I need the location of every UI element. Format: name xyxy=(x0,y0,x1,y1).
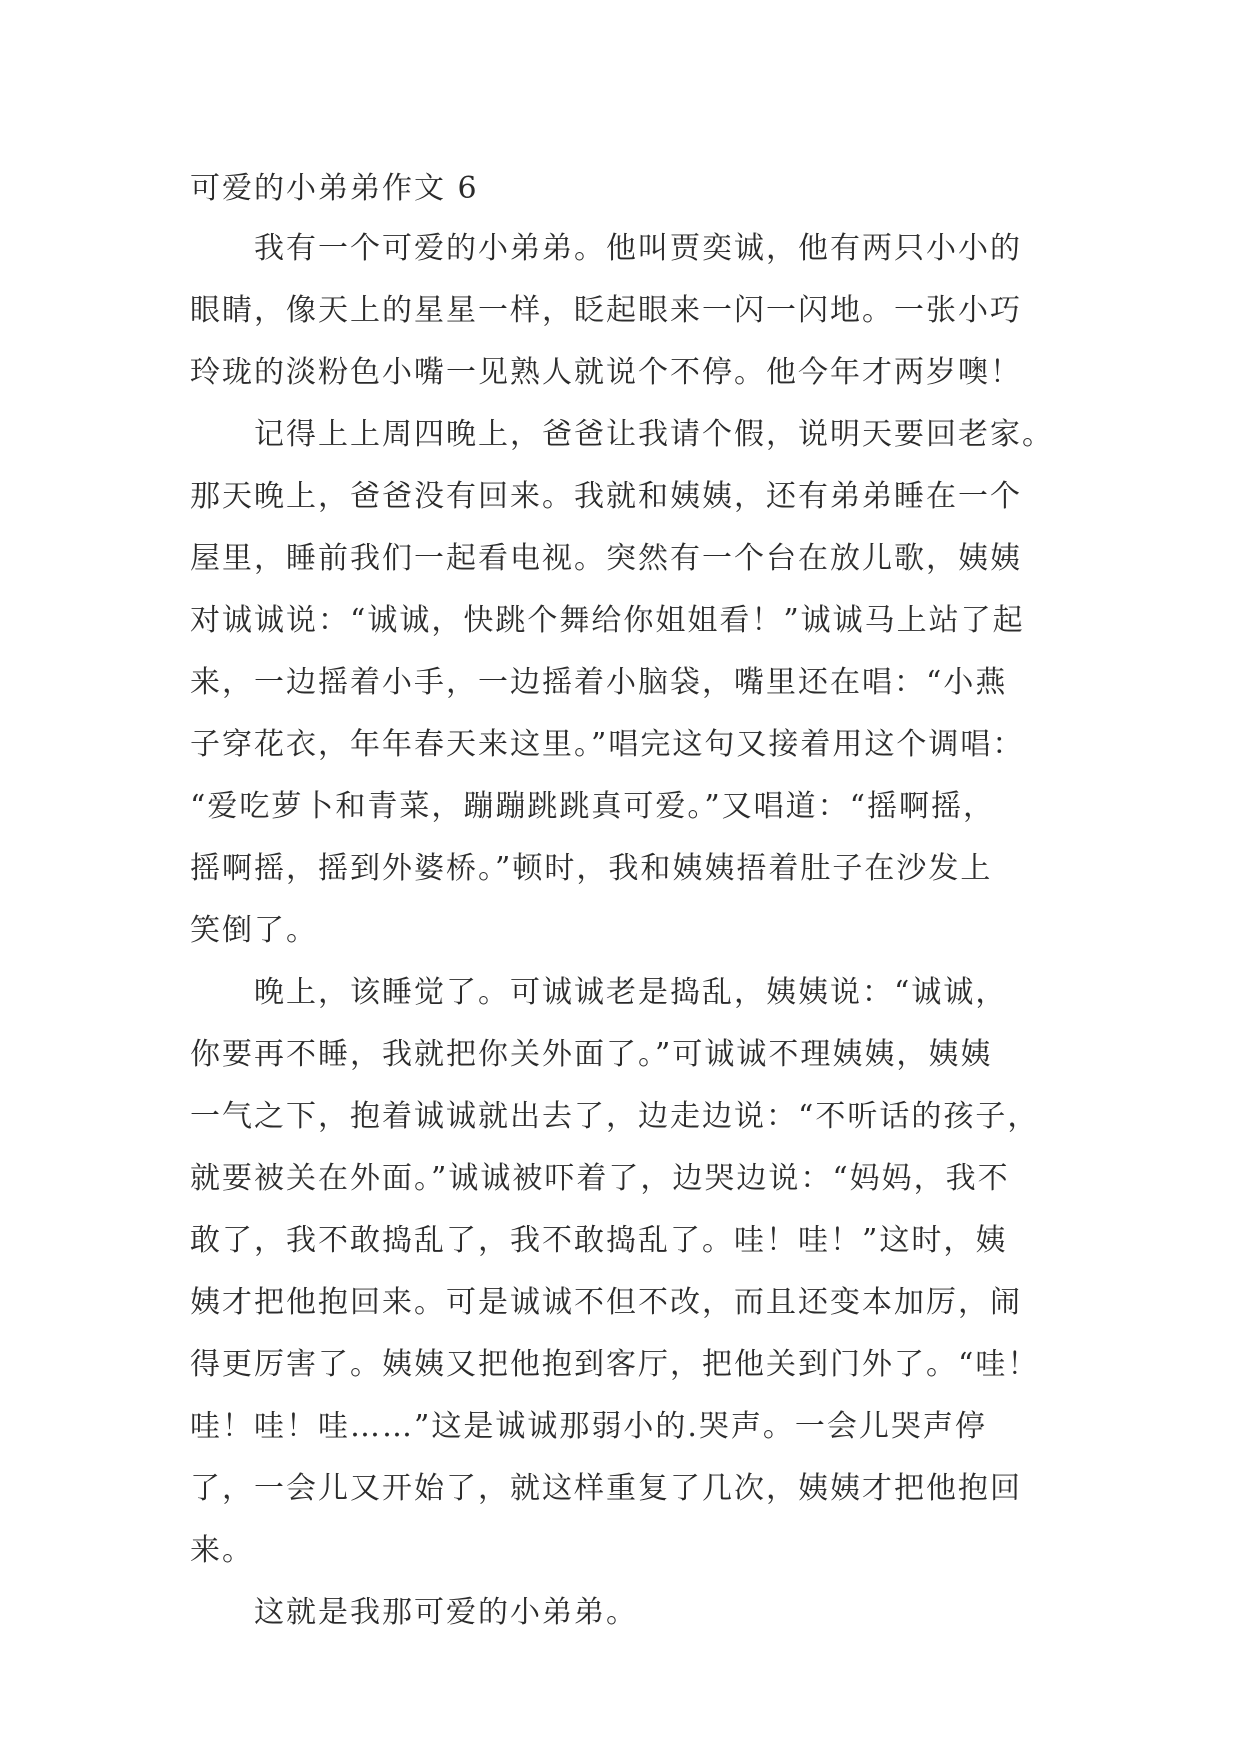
paragraph-1 xyxy=(190,218,1090,404)
paragraph-line: 了，一会儿又开始了，就这样重复了几次，姨姨才把他抱回 xyxy=(190,1471,1022,1506)
paragraph-4 xyxy=(190,1582,1090,1644)
paragraph-line: 姨才把他抱回来。可是诚诚不但不改，而且还变本加厉，闹 xyxy=(190,1285,1022,1320)
paragraph-line: 我有一个可爱的小弟弟。他叫贾奕诚，他有两只小小的 xyxy=(254,231,1022,266)
paragraph-line: 记得上上周四晚上，爸爸让我请个假，说明天要回老家。 xyxy=(254,417,1054,452)
paragraph-line: 这就是我那可爱的小弟弟。 xyxy=(254,1595,638,1630)
paragraph-line: 一气之下，抱着诚诚就出去了，边走边说：“不听话的孩子， xyxy=(190,1099,1040,1134)
paragraph-line: 笑倒了。 xyxy=(190,913,318,948)
paragraph-line: 那天晚上，爸爸没有回来。我就和姨姨，还有弟弟睡在一个 xyxy=(190,479,1022,514)
paragraph-line: 敢了，我不敢捣乱了，我不敢捣乱了。哇！哇！”这时，姨 xyxy=(190,1223,1008,1258)
paragraph-line: 子穿花衣，年年春天来这里。”唱完这句又接着用这个调唱： xyxy=(190,727,1025,762)
essay-body xyxy=(190,160,1090,1644)
essay-title: 可爱的小弟弟作文 6 xyxy=(190,171,479,206)
paragraph-2 xyxy=(190,404,1090,962)
paragraph-line: 对诚诚说：“诚诚，快跳个舞给你姐姐看！”诚诚马上站了起 xyxy=(190,603,1025,638)
paragraph-line: 玲珑的淡粉色小嘴一见熟人就说个不停。他今年才两岁噢！ xyxy=(190,355,1022,390)
paragraph-line: 晚上，该睡觉了。可诚诚老是捣乱，姨姨说：“诚诚， xyxy=(254,975,1008,1010)
paragraph-line: 就要被关在外面。”诚诚被吓着了，边哭边说：“妈妈，我不 xyxy=(190,1161,1010,1196)
paragraph-line: 来，一边摇着小手，一边摇着小脑袋，嘴里还在唱：“小燕 xyxy=(190,665,1008,700)
paragraph-line: 来。 xyxy=(190,1533,254,1568)
paragraph-line: 得更厉害了。姨姨又把他抱到客厅，把他关到门外了。“哇！ xyxy=(190,1347,1040,1382)
paragraph-line: 摇啊摇，摇到外婆桥。”顿时，我和姨姨捂着肚子在沙发上 xyxy=(190,851,993,886)
paragraph-line: 眼睛，像天上的星星一样，眨起眼来一闪一闪地。一张小巧 xyxy=(190,293,1022,328)
paragraph-line: “爱吃萝卜和青菜，蹦蹦跳跳真可爱。”又唱道：“摇啊摇， xyxy=(190,789,996,824)
paragraph-3 xyxy=(190,962,1090,1582)
paragraph-line: 哇！哇！哇……”这是诚诚那弱小的.哭声。一会儿哭声停 xyxy=(190,1409,987,1444)
paragraph-line: 屋里，睡前我们一起看电视。突然有一个台在放儿歌，姨姨 xyxy=(190,541,1022,576)
paragraph-line: 你要再不睡，我就把你关外面了。”可诚诚不理姨姨，姨姨 xyxy=(190,1037,993,1072)
